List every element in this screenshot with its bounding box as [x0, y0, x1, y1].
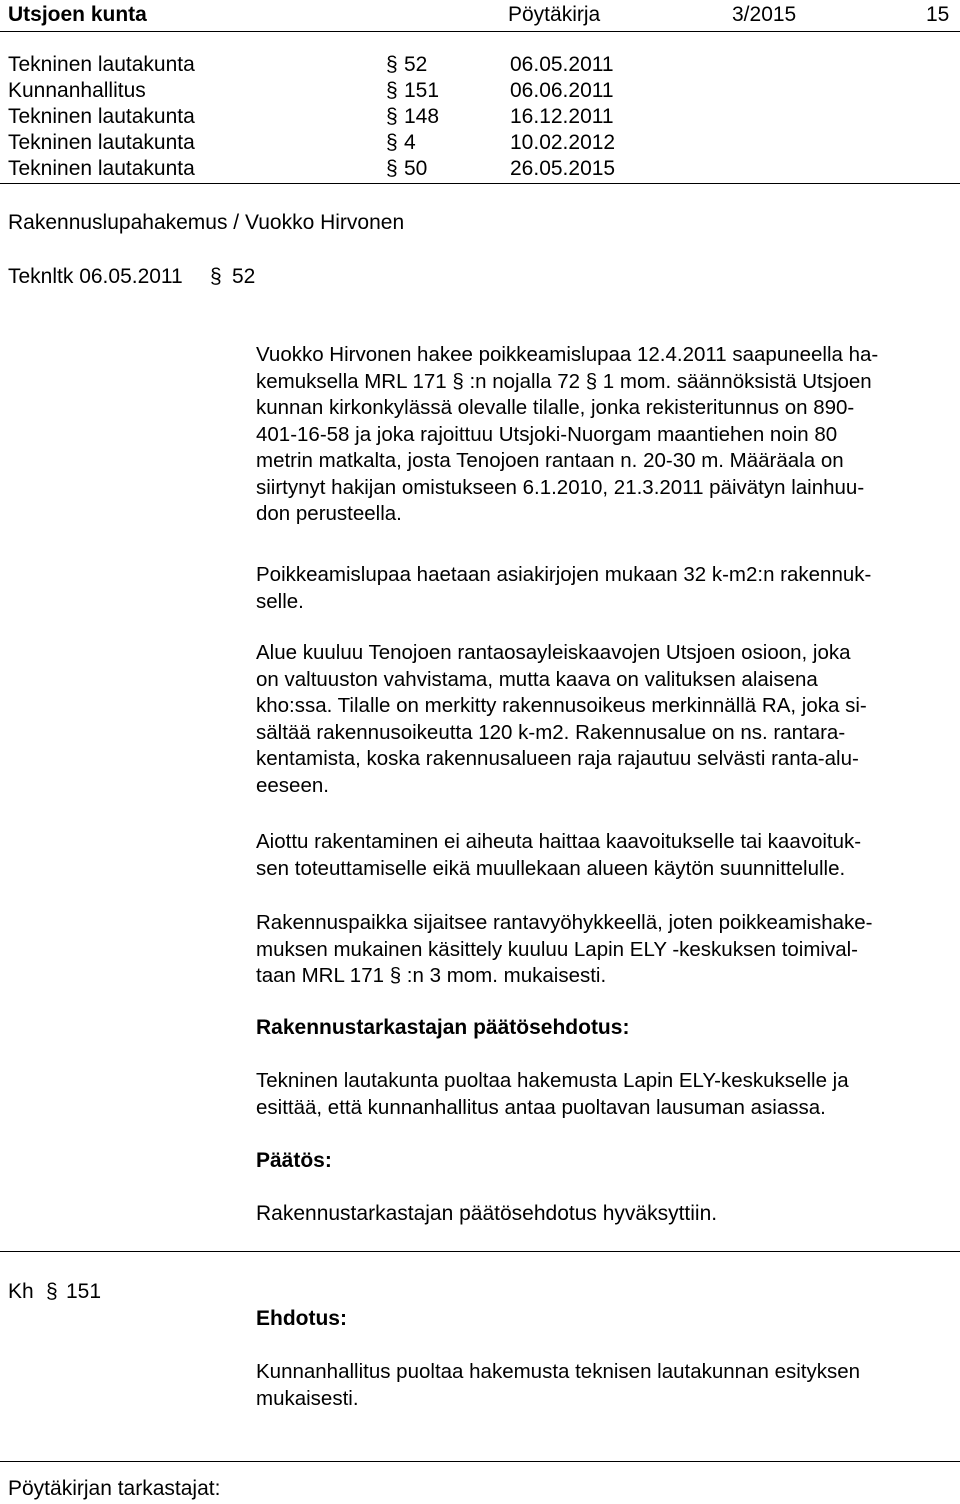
proposal-heading: Rakennustarkastajan päätösehdotus: [256, 1016, 630, 1039]
history-date: 06.06.2011 [510, 79, 614, 102]
text-line: esittää, että kunnanhallitus antaa puoltavan lausuman asiassa. [256, 1095, 826, 1119]
kh-proposal-paragraph [256, 1359, 946, 1412]
footer-divider [0, 1461, 960, 1462]
text-line: Poikkeamislupaa haetaan asiakirjojen mukaan 32 k-m2:n rakennuk- [256, 563, 872, 586]
history-body: Tekninen lautakunta [8, 131, 195, 154]
text-line: metrin matkalta, josta Tenojoen rantaan n. 20-30 m. Määräala on [256, 449, 844, 472]
reference-section: 52 [232, 265, 256, 288]
history-section: 52 [404, 53, 428, 76]
text-line: Rakennuspaikka sijaitsee rantavyöhykkeellä, joten poikkeamishake- [256, 911, 873, 934]
history-date: 10.02.2012 [510, 131, 616, 154]
text-line: sen toteuttamiselle eikä muullekaan alueen käytön suunnittelulle. [256, 856, 846, 880]
area-paragraph [256, 562, 946, 615]
text-line: Tekninen lautakunta puoltaa hakemusta Lapin ELY-keskukselle ja [256, 1069, 849, 1092]
text-line: eeseen. [256, 773, 329, 797]
section-symbol: § [386, 105, 398, 128]
application-paragraph [256, 342, 946, 528]
text-line: kentamista, koska rakennusalueen raja rajautuu selvästi ranta-alu- [256, 747, 859, 770]
text-line: kemuksella MRL 171 § :n nojalla 72 § 1 mom. säännöksistä Utsjoen [256, 369, 872, 393]
kh-label: Kh [8, 1280, 34, 1303]
section-symbol: § [210, 265, 222, 288]
text-line: Kunnanhallitus puoltaa hakemusta teknisen lautakunnan esityksen [256, 1360, 861, 1383]
text-line: taan MRL 171 § :n 3 mom. mukaisesti. [256, 964, 607, 987]
reviewers-label: Pöytäkirjan tarkastajat: [8, 1477, 221, 1500]
text-line: on valtuuston vahvistama, mutta kaava on valituksen alaisena [256, 667, 818, 691]
history-body: Tekninen lautakunta [8, 53, 195, 76]
kh-section: 151 [66, 1280, 102, 1303]
history-section: 151 [404, 79, 440, 102]
document-type: Pöytäkirja [508, 3, 601, 26]
section-divider [0, 1251, 960, 1252]
text-line: sältää rakennusoikeutta 120 k-m2. Rakennusalue on ns. rantara- [256, 720, 846, 744]
text-line: Vuokko Hirvonen hakee poikkeamislupaa 12.4.2011 saapuneella ha- [256, 343, 879, 366]
text-line: mukaisesti. [256, 1386, 359, 1410]
zoning-paragraph [256, 640, 946, 799]
reference-label: Teknltk 06.05.2011 [8, 265, 183, 288]
text-line: siirtynyt hakijan omistukseen 6.1.2010, 21.3.2011 päivätyn lainhuu- [256, 475, 865, 499]
history-body: Tekninen lautakunta [8, 105, 195, 128]
text-line: selle. [256, 589, 304, 613]
text-line: Aiottu rakentaminen ei aiheuta haittaa kaavoitukselle tai kaavoituk- [256, 830, 862, 853]
history-body: Kunnanhallitus [8, 79, 146, 102]
history-date: 16.12.2011 [510, 105, 614, 128]
section-symbol: § [386, 79, 398, 102]
section-symbol: § [386, 157, 398, 180]
history-date: 26.05.2015 [510, 157, 616, 180]
text-line: kho:ssa. Tilalle on merkitty rakennusoikeus merkinnällä RA, joka si- [256, 694, 867, 717]
jurisdiction-paragraph [256, 910, 946, 990]
matter-title: Rakennuslupahakemus / Vuokko Hirvonen [8, 211, 405, 234]
text-line: kunnan kirkonkylässä olevalle tilalle, jonka rekisteritunnus on 890- [256, 396, 855, 419]
text-line: Alue kuuluu Tenojoen rantaosayleiskaavojen Utsjoen osioon, joka [256, 641, 851, 664]
text-line: 401-16-58 ja joka rajoittuu Utsjoki-Nuorgam maantiehen noin 80 [256, 422, 838, 446]
impact-paragraph [256, 829, 946, 882]
history-date: 06.05.2011 [510, 53, 614, 76]
page-number: 15 [926, 3, 950, 26]
header-divider [0, 31, 960, 32]
section-symbol: § [46, 1280, 58, 1303]
decision-heading: Päätös: [256, 1149, 332, 1172]
kh-proposal-heading: Ehdotus: [256, 1307, 347, 1330]
section-symbol: § [386, 53, 398, 76]
organization-name: Utsjoen kunta [8, 3, 147, 26]
decision-text: Rakennustarkastajan päätösehdotus hyväksyttiin. [256, 1202, 718, 1225]
history-section: 148 [404, 105, 440, 128]
proposal-paragraph [256, 1068, 946, 1121]
history-section: 50 [404, 157, 428, 180]
history-section: 4 [404, 131, 416, 154]
history-body: Tekninen lautakunta [8, 157, 195, 180]
text-line: muksen mukainen käsittely kuuluu Lapin ELY -keskuksen toimival- [256, 937, 859, 961]
document-number: 3/2015 [732, 3, 797, 26]
text-line: don perusteella. [256, 502, 402, 525]
section-symbol: § [386, 131, 398, 154]
history-divider [0, 183, 960, 184]
